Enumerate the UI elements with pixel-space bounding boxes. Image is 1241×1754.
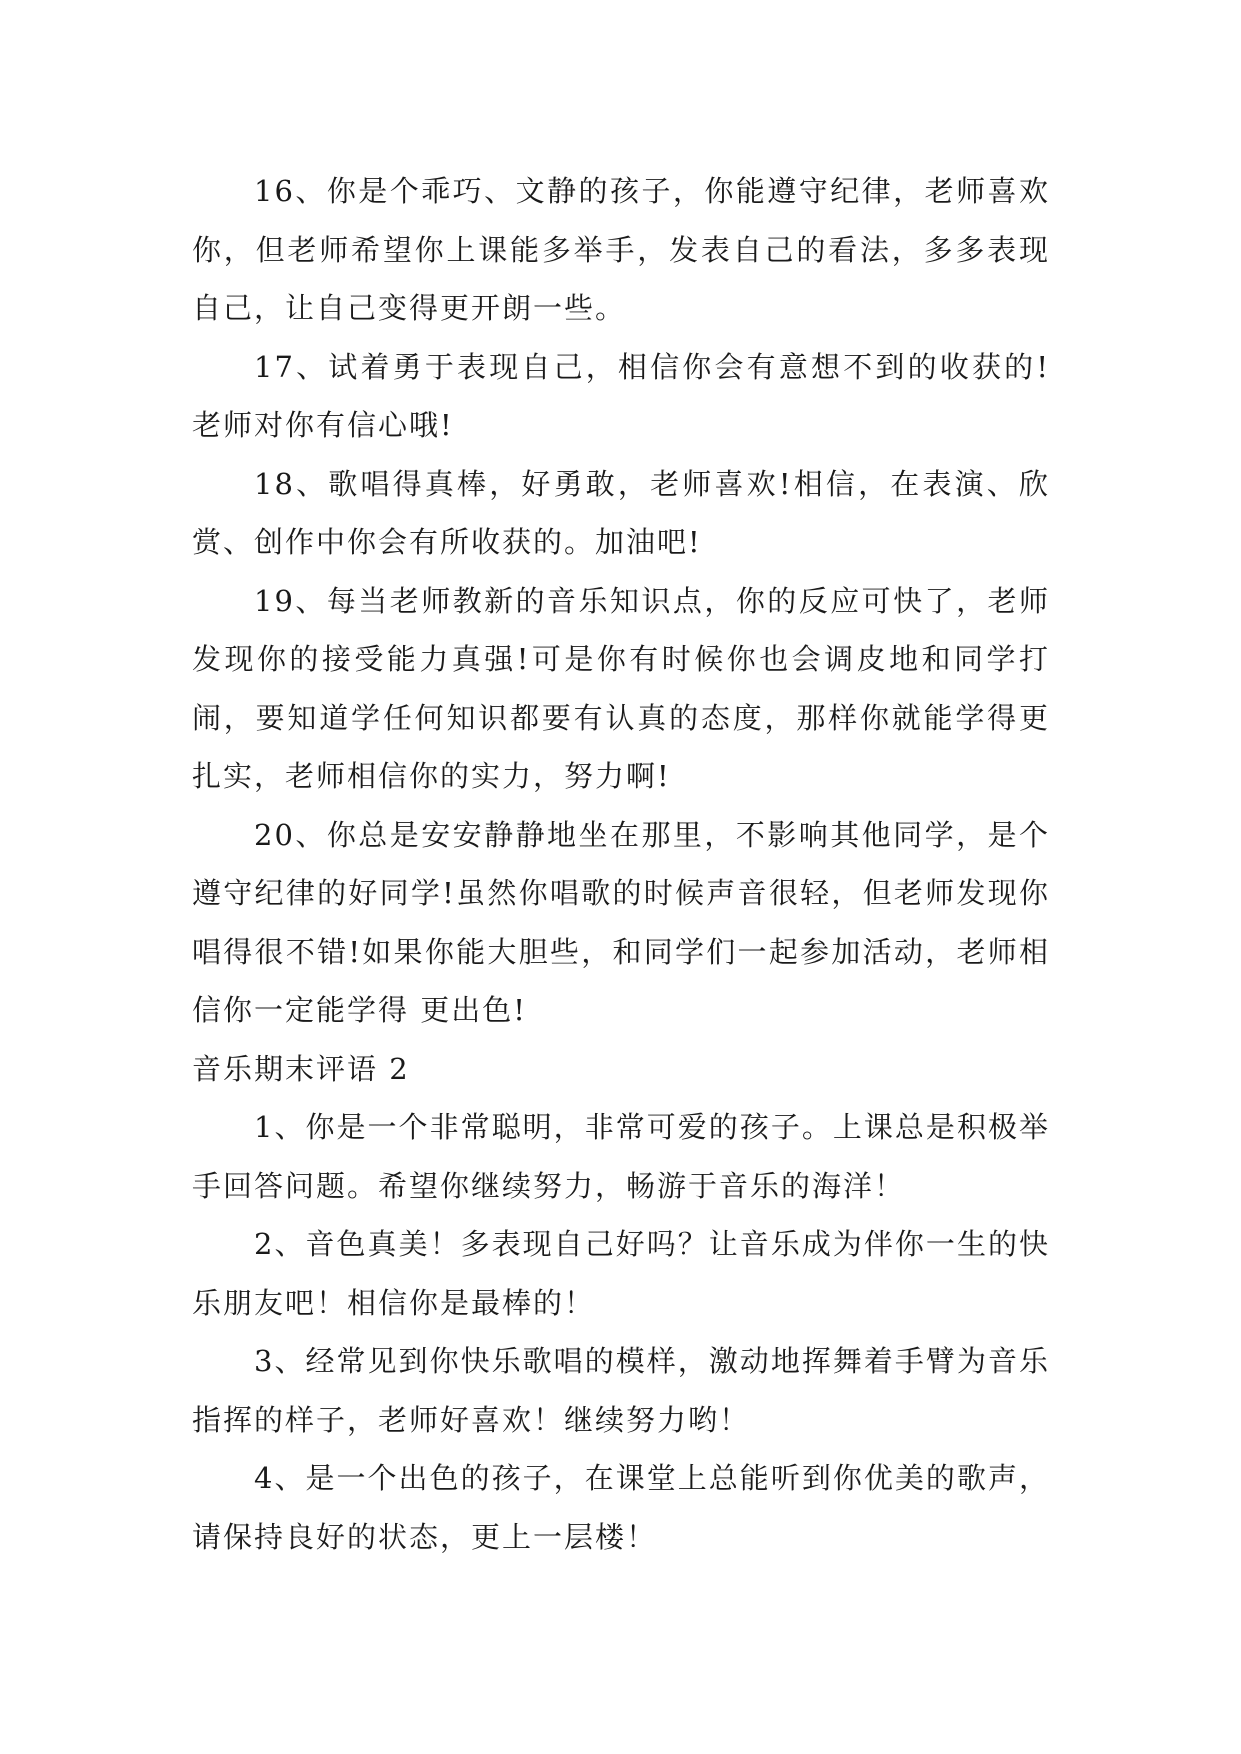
- paragraph-comment-1: 1、你是一个非常聪明，非常可爱的孩子。上课总是积极举手回答问题。希望你继续努力，畅游于音乐的海洋！: [192, 1110, 1050, 1203]
- paragraph-comment-20: 20、你总是安安静静地坐在那里，不影响其他同学，是个遵守纪律的好同学!虽然你唱歌的时候声音很轻，但老师发现你唱得很不错!如果你能大胆些，和同学们一起参加活动，老师相信你一定能学得 更出色!: [192, 817, 1050, 1027]
- paragraph-comment-4: 4、是一个出色的孩子，在课堂上总能听到你优美的歌声，请保持良好的状态，更上一层楼！: [192, 1461, 1050, 1554]
- section-heading: 音乐期末评语 2: [192, 1051, 410, 1086]
- document-body: [192, 162, 1050, 1566]
- paragraph-comment-16: 16、你是个乖巧、文静的孩子，你能遵守纪律，老师喜欢你，但老师希望你上课能多举手，发表自己的看法，多多表现自己，让自己变得更开朗一些。: [192, 174, 1050, 325]
- paragraph-comment-19: 19、每当老师教新的音乐知识点，你的反应可快了，老师发现你的接受能力真强!可是你有时候你也会调皮地和同学打闹，要知道学任何知识都要有认真的态度，那样你就能学得更扎实，老师相信你的实力，努力啊!: [192, 583, 1050, 793]
- paragraph-comment-18: 18、歌唱得真棒，好勇敢，老师喜欢!相信，在表演、欣赏、创作中你会有所收获的。加油吧!: [192, 466, 1050, 559]
- paragraph-comment-3: 3、经常见到你快乐歌唱的模样，激动地挥舞着手臂为音乐指挥的样子，老师好喜欢！继续努力哟！: [192, 1344, 1050, 1437]
- paragraph-comment-17: 17、试着勇于表现自己，相信你会有意想不到的收获的!老师对你有信心哦!: [192, 349, 1050, 442]
- paragraph-comment-2: 2、音色真美！多表现自己好吗？让音乐成为伴你一生的快乐朋友吧！相信你是最棒的！: [192, 1227, 1050, 1320]
